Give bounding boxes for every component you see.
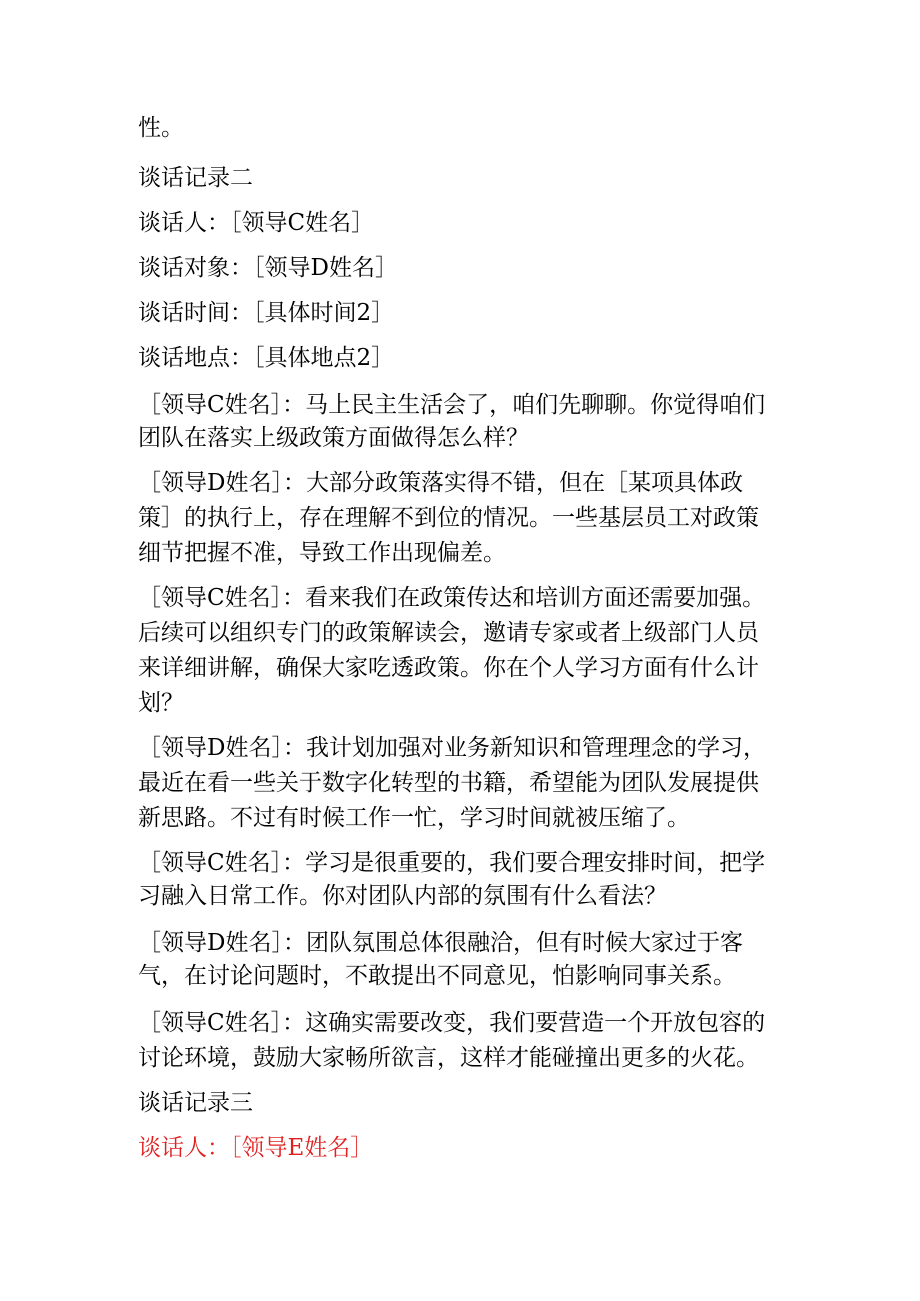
dialogue-line: 习融入日常工作。你对团队内部的氛围有什么看法？ xyxy=(138,883,667,909)
section-heading-record-2: 谈话记录二 xyxy=(138,165,253,191)
text-line-continuation: 性。 xyxy=(138,115,184,141)
dialogue-line: 策］的执行上，存在理解不到位的情况。一些基层员工对政策 xyxy=(138,505,759,531)
location-line: 谈话地点：［具体地点2］ xyxy=(138,345,395,371)
dialogue-line: 团队在落实上级政策方面做得怎么样？ xyxy=(138,425,529,451)
dialogue-line: 划？ xyxy=(138,690,184,716)
interviewer-line: 谈话人：［领导C姓名］ xyxy=(138,210,375,236)
dialogue-line: ［领导D姓名］：我计划加强对业务新知识和管理理念的学习， xyxy=(138,735,766,761)
dialogue-line: ［领导D姓名］：大部分政策落实得不错，但在［某项具体政 xyxy=(138,470,743,496)
dialogue-line: 气，在讨论问题时，不敢提出不同意见，怕影响同事关系。 xyxy=(138,963,736,989)
dialogue-line: ［领导C姓名］：这确实需要改变，我们要营造一个开放包容的 xyxy=(138,1010,766,1036)
dialogue-line: ［领导C姓名］：马上民主生活会了，咱们先聊聊。你觉得咱们 xyxy=(138,392,766,418)
dialogue-line: ［领导C姓名］：学习是很重要的，我们要合理安排时间，把学 xyxy=(138,850,766,876)
interviewer-line-highlighted: 谈话人：［领导E姓名］ xyxy=(138,1135,374,1161)
time-line: 谈话时间：［具体时间2］ xyxy=(138,300,395,326)
dialogue-line: ［领导C姓名］：看来我们在政策传达和培训方面还需要加强。 xyxy=(138,585,766,611)
section-heading-record-3: 谈话记录三 xyxy=(138,1090,253,1116)
dialogue-line: 后续可以组织专门的政策解读会，邀请专家或者上级部门人员 xyxy=(138,620,759,646)
dialogue-line: 最近在看一些关于数字化转型的书籍，希望能为团队发展提供 xyxy=(138,770,759,796)
dialogue-line: 新思路。不过有时候工作一忙，学习时间就被压缩了。 xyxy=(138,805,690,831)
dialogue-line: 来详细讲解，确保大家吃透政策。你在个人学习方面有什么计 xyxy=(138,655,759,681)
interviewee-line: 谈话对象：［领导D姓名］ xyxy=(138,255,398,281)
dialogue-line: 细节把握不准，导致工作出现偏差。 xyxy=(138,540,506,566)
dialogue-line: 讨论环境，鼓励大家畅所欲言，这样才能碰撞出更多的火花。 xyxy=(138,1045,759,1071)
dialogue-line: ［领导D姓名］：团队氛围总体很融洽，但有时候大家过于客 xyxy=(138,930,743,956)
